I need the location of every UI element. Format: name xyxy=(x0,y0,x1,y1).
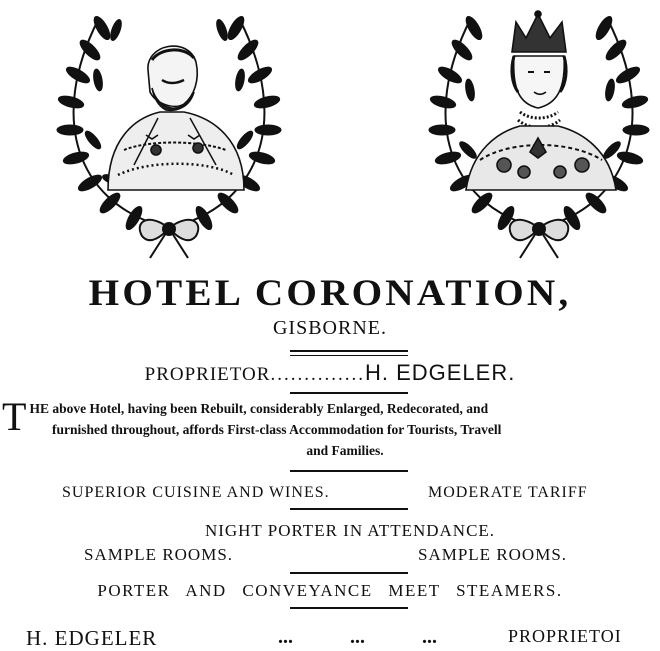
leader-dots: .............. xyxy=(270,364,365,385)
description-line-1: HE above Hotel, having been Rebuilt, considerably Enlarged, Redecorated, and xyxy=(29,401,489,416)
hotel-name: HOTEL CORONATION, xyxy=(88,273,572,314)
proprietor-line xyxy=(0,360,660,386)
ribbon-bow xyxy=(140,220,199,258)
sample-rooms-right: SAMPLE ROOMS. xyxy=(418,545,568,564)
queen-portrait-icon xyxy=(420,0,660,262)
divider xyxy=(290,350,408,352)
footer-proprietor-title: PROPRIETOI xyxy=(508,626,622,646)
king-portrait-icon xyxy=(38,0,300,262)
divider xyxy=(290,607,408,609)
divider xyxy=(290,508,408,510)
description-line-2: furnished throughout, affords First-class Accommodation for Tourists, Travell xyxy=(52,422,502,437)
cuisine-notice: SUPERIOR CUISINE AND WINES. xyxy=(62,484,330,501)
divider xyxy=(290,355,408,356)
town-name: GISBORNE. xyxy=(272,317,387,339)
description-line-3: and Families. xyxy=(306,443,384,458)
conveyance-notice: PORTER AND CONVEYANCE MEET STEAMERS. xyxy=(97,581,563,600)
footer-dots: ... ... ... xyxy=(278,626,437,648)
divider xyxy=(290,392,408,394)
night-porter-notice: NIGHT PORTER IN ATTENDANCE. xyxy=(204,521,496,540)
king-figure xyxy=(108,46,244,190)
footer-proprietor-name: H. EDGELER xyxy=(26,626,158,650)
sample-rooms-left: SAMPLE ROOMS. xyxy=(84,545,234,564)
divider xyxy=(290,470,408,472)
description-paragraph xyxy=(2,394,658,461)
queen-figure xyxy=(466,11,616,190)
drop-cap: T xyxy=(2,394,27,439)
tariff-notice: MODERATE TARIFF xyxy=(428,484,588,501)
ribbon-bow xyxy=(510,220,569,258)
proprietor-label: PROPRIETOR xyxy=(144,364,271,385)
proprietor-name: H. EDGELER. xyxy=(364,360,516,385)
divider xyxy=(290,572,408,574)
